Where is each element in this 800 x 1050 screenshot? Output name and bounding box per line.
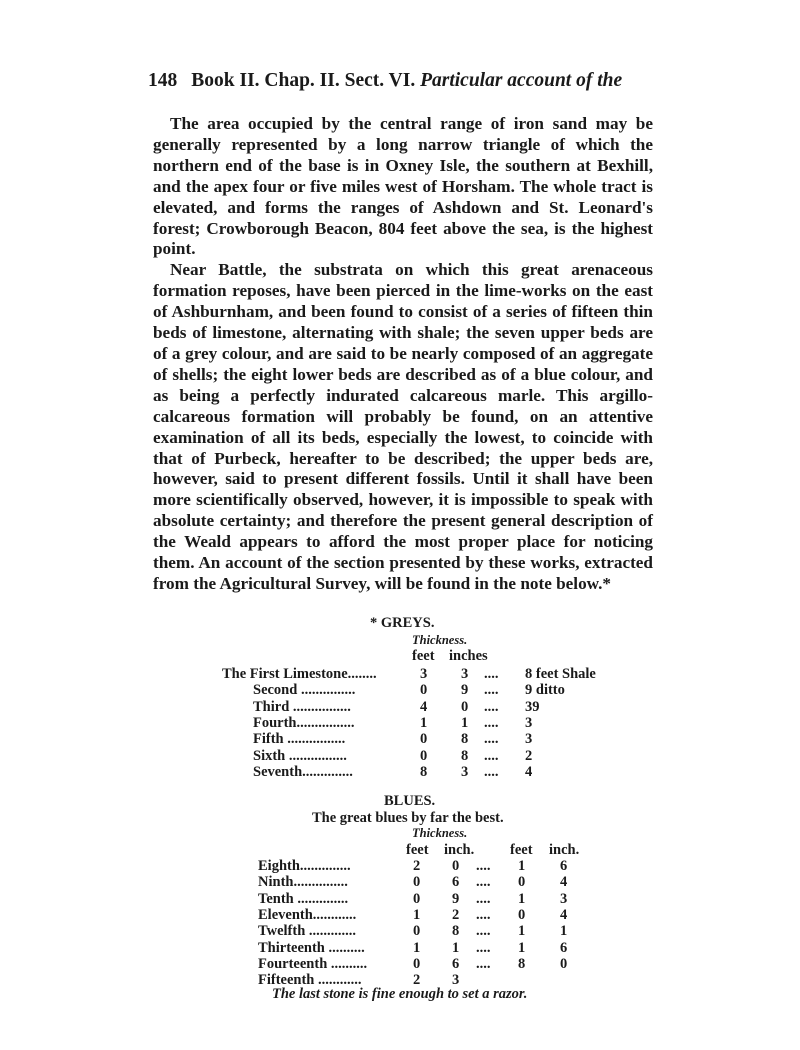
blues-title: BLUES. bbox=[384, 793, 436, 809]
blues-col-inch: inch. bbox=[444, 842, 475, 858]
paragraph: The area occupied by the central range of iron sand may be generally represented by a long narrow triangle of which the northern end of the base is in Oxney Isle, the southern at Bexhill, and the apex four or five miles west of Horsham. The whole tract is elevated, and forms the ranges of Ashdown and St. Leonard's forest; Crowborough Beacon, 804 feet above the sea, is the highest point. bbox=[153, 114, 653, 259]
row-feet: 0 bbox=[420, 747, 428, 764]
row-dots: .... bbox=[476, 939, 491, 956]
greys-thickness-label: Thickness. bbox=[412, 633, 468, 647]
blues-thickness-label: Thickness. bbox=[412, 826, 468, 840]
row-feet2: 0 bbox=[518, 906, 526, 923]
row-inch: 9 bbox=[452, 890, 460, 907]
row-dots: .... bbox=[476, 874, 491, 891]
row-name: Fifth ................ bbox=[253, 731, 346, 748]
row-dots: .... bbox=[484, 747, 499, 764]
row-inch2: 1 bbox=[560, 923, 568, 940]
row-feet2: 1 bbox=[518, 939, 526, 956]
row-dots: .... bbox=[476, 890, 491, 907]
row-name: Ninth............... bbox=[258, 874, 348, 891]
row-feet: 1 bbox=[420, 714, 428, 731]
row-inches: 9 bbox=[461, 682, 469, 699]
row-name: Eighth.............. bbox=[258, 858, 351, 874]
row-feet2: 8 bbox=[518, 955, 526, 972]
row-inch2: 4 bbox=[560, 874, 568, 891]
row-feet: 1 bbox=[413, 939, 421, 956]
row-inch: 2 bbox=[452, 906, 460, 923]
row-dots: .... bbox=[476, 955, 491, 972]
row-extra: 9 ditto bbox=[525, 682, 565, 699]
row-extra: 3 bbox=[525, 714, 533, 731]
row-feet2: 0 bbox=[518, 874, 526, 891]
row-dots: .... bbox=[484, 714, 499, 731]
row-inch: 8 bbox=[452, 923, 460, 940]
greys-col-inches: inches bbox=[449, 648, 488, 664]
row-name: Seventh.............. bbox=[253, 763, 353, 780]
row-dots: .... bbox=[484, 731, 499, 748]
row-inch: 6 bbox=[452, 955, 460, 972]
row-name: Fourteenth .......... bbox=[258, 955, 368, 972]
row-inch2: 0 bbox=[560, 955, 568, 972]
row-feet: 0 bbox=[420, 682, 428, 699]
row-name: Second ............... bbox=[253, 682, 356, 699]
row-name: Tenth .............. bbox=[258, 890, 349, 907]
row-extra: 4 bbox=[525, 763, 533, 780]
row-name: Sixth ................ bbox=[253, 747, 347, 764]
row-feet2: 1 bbox=[518, 923, 526, 940]
row-inches: 3 bbox=[461, 666, 469, 682]
row-extra: 8 feet Shale bbox=[525, 666, 596, 682]
running-title: Book II. Chap. II. Sect. VI. bbox=[191, 70, 416, 91]
row-inch: 6 bbox=[452, 874, 460, 891]
row-extra: 2 bbox=[525, 747, 533, 764]
row-extra: 39 bbox=[525, 698, 540, 715]
row-dots: .... bbox=[476, 858, 491, 874]
row-dots: .... bbox=[484, 682, 499, 699]
row-inches: 8 bbox=[461, 747, 469, 764]
row-name: Third ................ bbox=[253, 698, 351, 715]
row-inch: 0 bbox=[452, 858, 460, 874]
running-title-italic: Particular account of the bbox=[420, 70, 623, 91]
row-inches: 3 bbox=[461, 763, 469, 780]
row-inch2: 4 bbox=[560, 906, 568, 923]
blues-col-feet: feet bbox=[406, 842, 429, 858]
row-extra: 3 bbox=[525, 731, 533, 748]
row-feet2: 1 bbox=[518, 890, 526, 907]
row-feet: 3 bbox=[420, 666, 428, 682]
blues-col-inch2: inch. bbox=[549, 842, 580, 858]
row-inches: 8 bbox=[461, 731, 469, 748]
row-inch2: 6 bbox=[560, 858, 568, 874]
row-name: Fifteenth ............ bbox=[258, 972, 362, 989]
greys-title: * GREYS. bbox=[370, 615, 435, 631]
row-inches: 1 bbox=[461, 714, 469, 731]
greys-col-feet: feet bbox=[412, 648, 435, 664]
row-feet: 2 bbox=[413, 858, 421, 874]
row-feet: 0 bbox=[420, 731, 428, 748]
row-name: Eleventh............ bbox=[258, 906, 357, 923]
row-feet: 4 bbox=[420, 698, 428, 715]
row-dots: .... bbox=[484, 763, 499, 780]
row-inches: 0 bbox=[461, 698, 469, 715]
row-inch2: 3 bbox=[560, 890, 568, 907]
row-inch: 3 bbox=[452, 972, 460, 989]
row-name: Fourth................ bbox=[253, 714, 355, 731]
row-inch: 1 bbox=[452, 939, 460, 956]
row-dots: .... bbox=[476, 923, 491, 940]
row-inch2: 6 bbox=[560, 939, 568, 956]
row-feet: 8 bbox=[420, 763, 428, 780]
row-name: The First Limestone........ bbox=[222, 666, 377, 682]
row-feet: 0 bbox=[413, 955, 421, 972]
row-feet: 2 bbox=[413, 972, 421, 989]
main-text bbox=[153, 114, 653, 595]
row-name: Thirteenth .......... bbox=[258, 939, 365, 956]
page-number: 148 bbox=[148, 70, 178, 91]
row-dots: .... bbox=[476, 906, 491, 923]
blues-footer: The last stone is fine enough to set a razor. bbox=[272, 986, 528, 1002]
row-name: Twelfth ............. bbox=[258, 923, 357, 940]
row-dots: .... bbox=[484, 666, 499, 682]
row-feet2: 1 bbox=[518, 858, 526, 874]
row-feet: 1 bbox=[413, 906, 421, 923]
running-header bbox=[148, 70, 622, 92]
paragraph: Near Battle, the substrata on which this great arenaceous formation reposes, have been pierced in the lime-works on the east of Ashburnham, and been found to consist of a series of fifteen thin beds of limestone, alternating with shale; the seven upper beds are of a grey colour, and are said to be nearly composed of an aggregate of shells; the eight lower beds are described as of a blue colour, and as being a perfectly indurated calcareous marle. This argillo-calcareous formation will probably be found, on an attentive examination of all its beds, especially the lowest, to coincide with that of Purbeck, hereafter to be described; the upper beds are, however, said to present different fossils. Until it shall have been more scientifically observed, however, it is impossible to speak with absolute certainty; and therefore the present general description of the Weald appears to afford the most proper place for noticing them. An account of the section presented by these works, extracted from the Agricultural Survey, will be found in the note below.* bbox=[153, 260, 653, 593]
row-dots: .... bbox=[484, 698, 499, 715]
row-feet: 0 bbox=[413, 890, 421, 907]
row-feet: 0 bbox=[413, 874, 421, 891]
row-feet: 0 bbox=[413, 923, 421, 940]
blues-subtitle: The great blues by far the best. bbox=[312, 810, 504, 826]
blues-col-feet2: feet bbox=[510, 842, 533, 858]
